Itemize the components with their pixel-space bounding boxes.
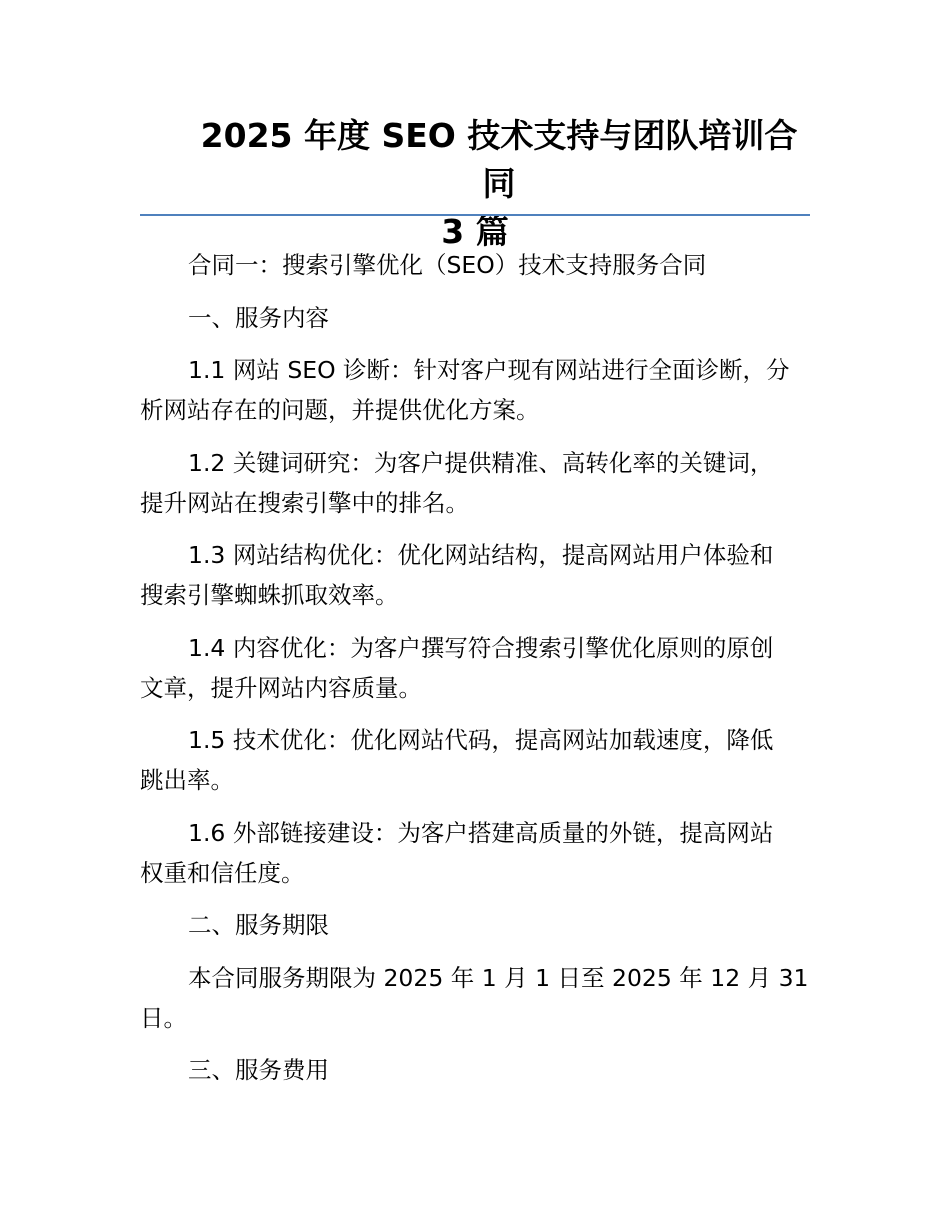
text-line: 日。: [140, 1003, 187, 1032]
title-divider: [140, 214, 810, 216]
text-line: 1.5 技术优化：优化网站代码，提高网站加载速度，降低: [188, 726, 774, 754]
text-line: 提升网站在搜索引擎中的排名。: [140, 488, 469, 517]
section-heading-service-content: [140, 298, 810, 338]
text-line: 1.4 内容优化：为客户撰写符合搜索引擎优化原则的原创: [188, 633, 774, 662]
clause-1-4: [140, 628, 810, 708]
text-line: 三、服务费用: [188, 1056, 329, 1084]
text-line: 搜索引擎蜘蛛抓取效率。: [140, 581, 399, 609]
title-line-2: 3 篇: [441, 212, 509, 251]
contract-heading: [140, 245, 810, 285]
text-line: 二、服务期限: [188, 911, 329, 939]
text-line: 跳出率。: [140, 766, 234, 794]
text-line: 权重和信任度。: [140, 858, 305, 887]
text-line: 一、服务内容: [188, 303, 329, 332]
text-line: 本合同服务期限为 2025 年 1 月 1 日至 2025 年 12 月 31: [188, 963, 809, 992]
text-line: 1.2 关键词研究：为客户提供精准、高转化率的关键词，: [188, 448, 774, 477]
text-line: 1.1 网站 SEO 诊断：针对客户现有网站进行全面诊断，分: [188, 356, 790, 384]
clause-1-5: [140, 720, 810, 800]
clause-1-2: [140, 443, 810, 523]
document-body: [140, 245, 810, 1103]
clause-1-3: [140, 535, 810, 615]
clause-1-1: [140, 350, 810, 430]
service-term-text: [140, 958, 810, 1038]
document-title: [140, 112, 810, 256]
document-page: [140, 0, 810, 1230]
text-line: 合同一：搜索引擎优化（SEO）技术支持服务合同: [188, 251, 707, 279]
text-line: 1.3 网站结构优化：优化网站结构，提高网站用户体验和: [188, 541, 774, 569]
clause-1-6: [140, 813, 810, 893]
text-line: 文章，提升网站内容质量。: [140, 673, 422, 702]
section-heading-service-term: [140, 905, 810, 945]
section-heading-service-fee: [140, 1050, 810, 1090]
text-line: 析网站存在的问题，并提供优化方案。: [140, 396, 540, 424]
title-line-1: 2025 年度 SEO 技术支持与团队培训合同: [200, 116, 798, 203]
text-line: 1.6 外部链接建设：为客户搭建高质量的外链，提高网站: [188, 818, 774, 847]
